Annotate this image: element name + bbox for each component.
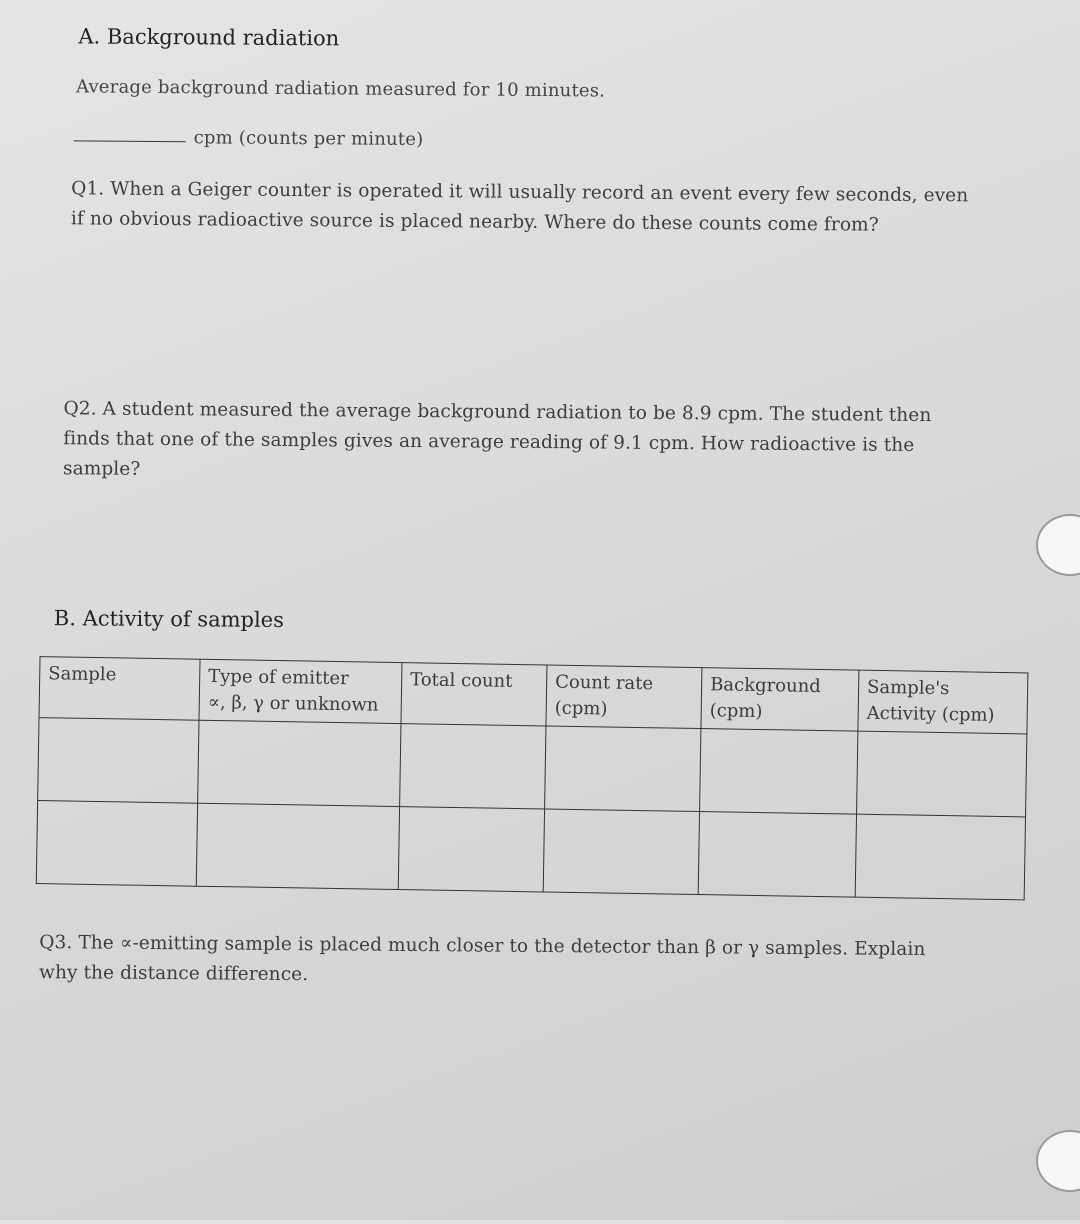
question-3-line-2: why the distance difference. bbox=[38, 962, 309, 986]
table-cell bbox=[36, 801, 197, 887]
question-1 bbox=[71, 174, 969, 241]
header-background: Background bbox=[709, 674, 821, 698]
question-1-line-1: Q1. When a Geiger counter is operated it will usually record an event every few seconds, even bbox=[71, 178, 969, 207]
header-emitter-options: ∝, β, γ or unknown bbox=[207, 691, 379, 716]
header-count-rate: Count rate bbox=[555, 671, 654, 695]
question-2-line-2: finds that one of the samples gives an average reading of 9.1 cpm. How radioactive is the bbox=[63, 428, 915, 456]
question-2-line-3: sample? bbox=[62, 458, 141, 480]
header-background-unit: (cpm) bbox=[709, 700, 763, 723]
question-2 bbox=[63, 394, 932, 491]
answer-blank bbox=[74, 140, 186, 142]
header-cell bbox=[401, 663, 547, 726]
table-cell bbox=[700, 729, 858, 815]
section-b-heading: B. Activity of samples bbox=[53, 606, 285, 632]
table-cell bbox=[545, 726, 701, 812]
header-emitter-type: Type of emitter bbox=[208, 665, 349, 690]
table-cell bbox=[400, 724, 546, 809]
table-row bbox=[36, 801, 1025, 900]
table-cell bbox=[855, 814, 1025, 900]
question-3-line-1: Q3. The ∝-emitting sample is placed much closer to the detector than β or γ samples. Explain bbox=[39, 932, 926, 961]
header-cell bbox=[199, 659, 402, 723]
table-cell bbox=[196, 803, 399, 889]
header-sample: Sample bbox=[48, 663, 117, 686]
table-cell bbox=[398, 807, 544, 892]
unit-line: cpm (counts per minute) bbox=[193, 127, 424, 151]
table-cell bbox=[543, 809, 699, 895]
header-count-rate-unit: (cpm) bbox=[554, 697, 608, 720]
activity-table bbox=[36, 656, 1029, 900]
table-cell bbox=[698, 812, 856, 898]
measure-line: Average background radiation measured for 10 minutes. bbox=[75, 76, 606, 102]
table-cell bbox=[857, 731, 1027, 817]
header-sample-activity-unit: Activity (cpm) bbox=[866, 702, 995, 726]
header-cell bbox=[858, 670, 1028, 734]
header-cell bbox=[701, 668, 859, 732]
section-a-heading: A. Background radiation bbox=[78, 24, 340, 51]
question-2-line-1: Q2. A student measured the average background radiation to be 8.9 cpm. The student then bbox=[63, 398, 932, 427]
table-cell bbox=[38, 718, 199, 804]
question-3 bbox=[39, 928, 926, 995]
header-sample-activity: Sample's bbox=[866, 676, 950, 700]
header-total-count: Total count bbox=[410, 669, 513, 692]
question-1-line-2: if no obvious radioactive source is placed nearby. Where do these counts come from? bbox=[70, 208, 879, 236]
header-cell bbox=[546, 665, 702, 729]
header-cell bbox=[39, 657, 200, 721]
table-cell bbox=[198, 720, 401, 806]
